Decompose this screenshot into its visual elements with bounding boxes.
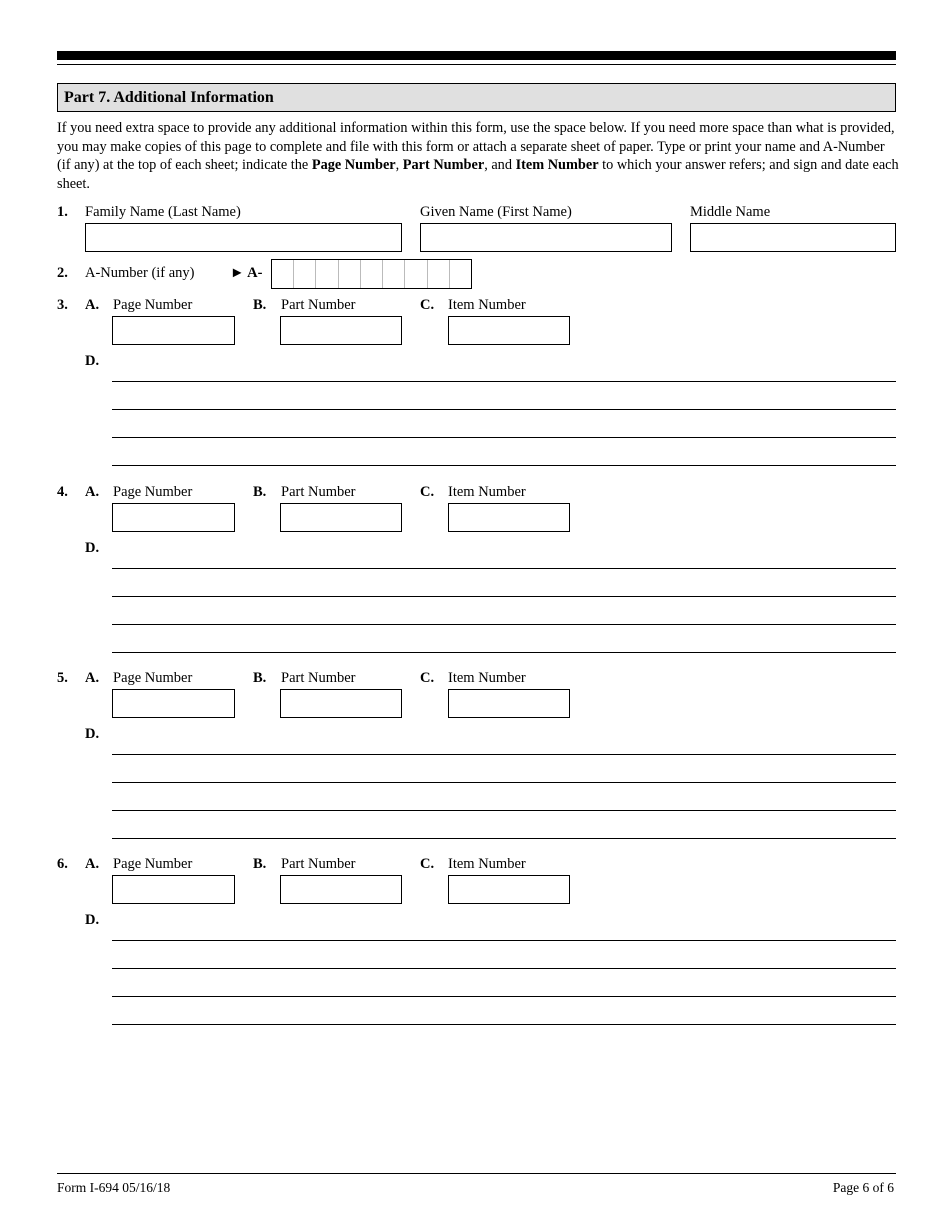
form-id: Form I-694 05/16/18 [57,1180,171,1195]
a-number-digit-cell[interactable] [428,260,450,288]
a-number-digit-cell[interactable] [294,260,316,288]
a-number-digit-cell[interactable] [339,260,361,288]
intro-part-number: Part Number [402,157,485,173]
entry-letter-a: A. [85,297,100,313]
page-number-field[interactable] [112,875,235,904]
entry-letter-b: B. [253,297,267,313]
answer-line[interactable] [112,652,896,653]
item-number-field[interactable] [448,689,570,718]
a-number-digit-cell[interactable] [272,260,294,288]
entry-letter-b: B. [253,670,267,686]
part-number-label: Part Number [281,297,356,313]
part-number-label: Part Number [281,484,356,500]
a-number-prefix: ► A- [230,265,263,281]
answer-line[interactable] [112,381,896,382]
page-number: Page 6 of 6 [832,1180,894,1195]
middle-name-label: Middle Name [690,204,771,220]
answer-line[interactable] [112,437,896,438]
page-number-field[interactable] [112,316,235,345]
part-number-field[interactable] [280,316,402,345]
part-number-field[interactable] [280,689,402,718]
entry-letter-c: C. [420,484,435,500]
entry-number: 4. [57,484,68,500]
item-2-number: 2. [57,265,68,281]
a-number-digit-cell[interactable] [361,260,383,288]
footer-rule [57,1173,896,1174]
item-number-field[interactable] [448,503,570,532]
answer-line[interactable] [112,940,896,941]
entry-letter-d: D. [85,726,100,742]
entry-number: 3. [57,297,68,313]
intro-text-end: to which your answer refers; and sign and date each sheet. [57,157,899,192]
middle-name-field[interactable] [690,223,896,252]
answer-line[interactable] [112,838,896,839]
item-number-label: Item Number [448,670,526,686]
intro-sep: , and [484,157,516,173]
answer-line[interactable] [112,754,896,755]
family-name-label: Family Name (Last Name) [85,204,241,220]
entry-letter-b: B. [253,856,267,872]
entry-letter-a: A. [85,856,100,872]
a-number-field[interactable] [271,259,472,289]
top-thick-rule [57,51,896,60]
part-number-label: Part Number [281,670,356,686]
intro-sep: , [395,157,403,173]
entry-letter-c: C. [420,856,435,872]
intro-page-number: Page Number [311,157,396,173]
answer-line[interactable] [112,409,896,410]
a-number-digit-cell[interactable] [383,260,405,288]
given-name-label: Given Name (First Name) [420,204,572,220]
answer-line[interactable] [112,782,896,783]
answer-line[interactable] [112,568,896,569]
intro-item-number: Item Number [515,157,599,173]
a-number-digit-cell[interactable] [450,260,471,288]
answer-line[interactable] [112,596,896,597]
part-number-label: Part Number [281,856,356,872]
answer-line[interactable] [112,465,896,466]
part-header [57,83,896,112]
page-number-label: Page Number [113,670,193,686]
entry-letter-c: C. [420,670,435,686]
part-number-field[interactable] [280,875,402,904]
entry-letter-b: B. [253,484,267,500]
instructions-paragraph [57,119,899,193]
a-number-digit-cell[interactable] [405,260,427,288]
entry-letter-c: C. [420,297,435,313]
entry-number: 5. [57,670,68,686]
given-name-field[interactable] [420,223,672,252]
page-number-label: Page Number [113,484,193,500]
answer-line[interactable] [112,810,896,811]
item-number-field[interactable] [448,316,570,345]
a-number-label: A-Number (if any) [85,265,195,281]
entry-letter-d: D. [85,353,100,369]
entry-letter-a: A. [85,484,100,500]
part-title: Part 7. Additional Information [64,89,274,106]
item-number-label: Item Number [448,297,526,313]
entry-letter-a: A. [85,670,100,686]
entry-number: 6. [57,856,68,872]
page-number-field[interactable] [112,689,235,718]
item-1-number: 1. [57,204,68,220]
answer-line[interactable] [112,996,896,997]
item-number-label: Item Number [448,484,526,500]
a-number-digit-cell[interactable] [316,260,338,288]
answer-line[interactable] [112,1024,896,1025]
part-number-field[interactable] [280,503,402,532]
item-number-field[interactable] [448,875,570,904]
intro-text: If you need extra space to provide any additional information within this form, use the space below. If you need more space than what is provided, you may make copies of this page to complete and file with this form or attach a separate sheet of paper. Type or print your name and A-Number (if any) at the top of each sheet; indicate the [57,120,895,173]
page-number-label: Page Number [113,297,193,313]
page-number-field[interactable] [112,503,235,532]
family-name-field[interactable] [85,223,402,252]
entry-letter-d: D. [85,912,100,928]
page-number-label: Page Number [113,856,193,872]
answer-line[interactable] [112,624,896,625]
answer-line[interactable] [112,968,896,969]
entry-letter-d: D. [85,540,100,556]
item-number-label: Item Number [448,856,526,872]
top-thin-rule [57,64,896,65]
